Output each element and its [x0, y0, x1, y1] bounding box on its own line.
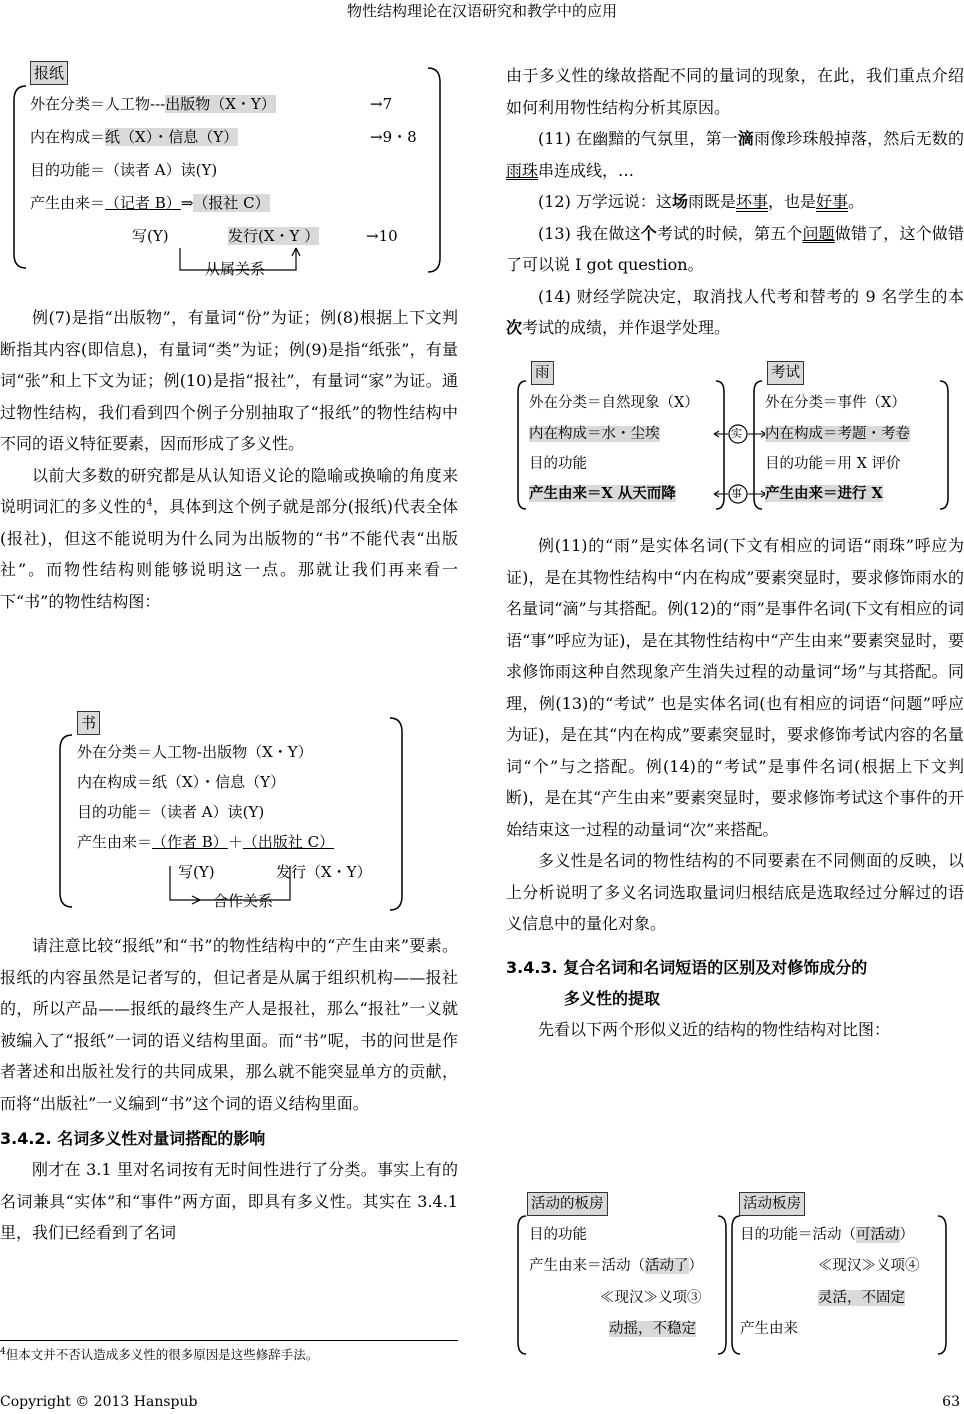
board-l-sense-3: ≪现汉≫义项③	[600, 1290, 702, 1306]
board-house-brackets	[0, 0, 1, 1]
fig-title-movable-board-house: 活动的板房	[527, 1192, 608, 1216]
paragraph: 例(11)的“雨”是实体名词(下文有相应的词语“雨珠”呼应为证)，是在其物性结构中“内在构成”要素突显时，要求修饰雨水的名量词“滴”与其搭配。例(12)的“雨”是事件名词(下文有相应的词语“事”呼应为证)，是在其物性结构中“产生由来”要素突显时，要求修饰雨这种自然现象产生消失过程的动量词“场”与其搭配。同理，例(13)的“考试” 也是实体名词(也有相应的词语“问题”呼应为证)，是在其“内在构成”要素突显时，要求修饰考试内容的名量词“个”与之搭配。例(14)的“考试”是事件名词(根据上下文判断)，是在其“产生由来”要素突显时，要求修饰考试这个事件的开始结束这一过程的动量词“次”来搭配。	[506, 536, 964, 839]
fig-row-constitutive: 内在构成＝纸（X）・信息（Y）	[30, 128, 239, 146]
board-r-meaning: 灵活，不固定	[818, 1290, 905, 1306]
example-11: (11) 在幽黯的气氛里，第一滴雨像珍珠般掉落，然后无数的雨珠串连成线，…	[506, 129, 964, 180]
exam-constitutive: 内在构成＝考题・考卷	[765, 426, 910, 442]
fig-arrow-7: →7	[370, 95, 393, 113]
fig-row-external: 外在分类＝人工物-出版物（X・Y）	[77, 743, 313, 761]
exam-external: 外在分类＝事件（X）	[765, 395, 906, 411]
fig-relation-subordinate: 从属关系	[205, 260, 266, 278]
paragraph: 例(7)是指“出版物”，有量词“份”为证；例(8)根据上下文判断指其内容(即信息)，有量词“类”为证；例(9)是指“纸张”，有量词“张”和上下文为证；例(10)是指“报社”，有量词“家”为证。通过物性结构，我们看到四个例子分别抽取了“报纸”的物性结构中不同的语义特征要素，因而形成了多义性。	[0, 308, 458, 453]
rain-telic: 目的功能	[529, 456, 587, 472]
fig-title-rain: 雨	[531, 361, 554, 385]
fig-publish: 发行（X・Y）	[276, 863, 372, 881]
example-13: (13) 我在做这个考试的时候，第五个问题做错了，这个做错了可以说 I got question。	[506, 223, 964, 274]
fig-title-exam: 考试	[767, 361, 804, 385]
board-r-sense-4: ≪现汉≫义项④	[818, 1258, 920, 1274]
board-r-telic: 目的功能＝活动（可活动）	[740, 1227, 914, 1243]
fig-title-board-house: 活动板房	[739, 1192, 805, 1216]
fig-row-telic: 目的功能＝（读者 A）读(Y)	[30, 161, 218, 179]
exam-agentive: 产生由来＝进行 X	[765, 485, 883, 502]
circle-event-label: 事	[731, 487, 742, 500]
exam-telic: 目的功能＝用 X 评价	[765, 456, 901, 472]
footnote: $^4$但本文并不否认造成多义性的很多原因是这些修辞手法。	[0, 1340, 458, 1364]
paragraph: 多义性是名词的物性结构的不同要素在不同侧面的反映，以上分析说明了多义名词选取量词归根结底是选取经过分解过的语义信息中的量化对象。	[506, 851, 964, 933]
paragraph: 由于多义性的缘故搭配不同的量词的现象，在此，我们重点介绍如何利用物性结构分析其原因。	[506, 66, 964, 117]
fig-title-book: 书	[77, 711, 100, 735]
fig-write: 写(Y)	[132, 227, 169, 245]
section-heading-3-4-3-cont: 多义性的提取	[564, 988, 661, 1008]
footer-page-number: 63	[942, 1394, 960, 1410]
footnote-ref: 4	[146, 497, 153, 509]
board-l-meaning: 动摇，不稳定	[609, 1321, 696, 1337]
example-14: (14) 财经学院决定，取消找人代考和替考的 9 名学生的本次考试的成绩，并作退学处理。	[506, 286, 964, 337]
board-l-telic: 目的功能	[529, 1227, 587, 1243]
left-column-upper	[0, 302, 458, 617]
paragraph: 先看以下两个形似义近的结构的物性结构对比图：	[538, 1019, 891, 1039]
fig-row-agentive: 产生由来＝（记者 B）⇒（报社 C）	[30, 194, 270, 212]
rain-agentive: 产生由来＝X 从天而降	[529, 485, 676, 502]
fig-row-constitutive: 内在构成＝纸（X）・信息（Y）	[77, 773, 286, 791]
paragraph: 刚才在 3.1 里对名词按有无时间性进行了分类。事实上有的名词兼具“实体”和“事件”两方面，即具有多义性。其实在 3.4.1 里，我们已经看到了名词	[0, 1160, 458, 1242]
footer-copyright: Copyright © 2013 Hanspub	[0, 1394, 198, 1410]
fig-title-newspaper: 报纸	[30, 61, 68, 85]
fig-relation-cooperative: 合作关系	[213, 892, 274, 910]
rain-external: 外在分类＝自然现象（X）	[529, 395, 699, 411]
circle-entity-label: 实	[731, 427, 742, 440]
fig-row-agentive: 产生由来＝（作者 B）＋（出版社 C）	[77, 833, 335, 851]
section-heading-3-4-2: 3.4.2. 名词多义性对量词搭配的影响	[0, 1129, 266, 1148]
fig-publish: 发行(X・Y ）	[228, 227, 320, 245]
section-heading-3-4-3: 3.4.3. 复合名词和名词短语的区别及对修饰成分的	[506, 957, 868, 977]
right-column-lower	[506, 530, 964, 1045]
fig-arrow-10: →10	[366, 227, 398, 245]
fig-row-telic: 目的功能＝（读者 A）读(Y)	[77, 803, 265, 821]
board-r-agentive: 产生由来	[740, 1321, 798, 1337]
fig-arrow-98: →9・8	[370, 128, 417, 146]
paragraph: 请注意比较“报纸”和“书”的物性结构中的“产生由来”要素。报纸的内容虽然是记者写的，但记者是从属于组织机构——报社的，所以产品——报纸的最终生产人是报社，那么“报社”一义就被编入了“报纸”一词的语义结构里面。而“书”呢，书的问世是作者著述和出版社发行的共同成果，那么就不能突显单方的贡献，而将“出版社”一义编到“书”这个词的语义结构里面。	[0, 936, 458, 1113]
board-l-agentive: 产生由来＝活动（活动了）	[529, 1258, 703, 1274]
paragraph: 以前大多数的研究都是从认知语义论的隐喻或换喻的角度来说明词汇的多义性的$^4$，具体到这个例子就是部分(报纸)代表全体(报社)，但这不能说明为什么同为出版物的“书”不能代表“出版社”。而物性结构则能够说明这一点。那就让我们再来看一下“书”的物性结构图：	[0, 465, 458, 611]
left-column-lower	[0, 930, 458, 1249]
running-header: 物性结构理论在汉语研究和教学中的应用	[346, 2, 617, 20]
rain-constitutive: 内在构成＝水・尘埃	[529, 426, 660, 442]
right-column-upper	[506, 60, 964, 344]
fig-row-external: 外在分类＝人工物---出版物（X・Y）	[30, 95, 276, 113]
example-12: (12) 万学远说：这场雨既是坏事，也是好事。	[538, 192, 865, 211]
fig-write: 写(Y)	[178, 863, 215, 881]
